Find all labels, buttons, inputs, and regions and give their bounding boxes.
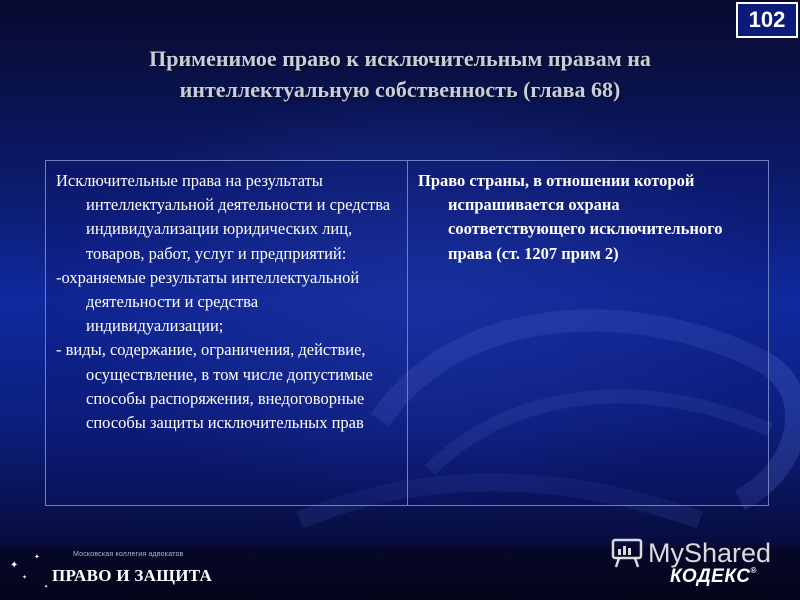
watermark-text: MyShared <box>648 537 772 568</box>
kodeks-text: КОДЕКС <box>670 566 751 587</box>
table-cell-right <box>408 161 768 505</box>
left-paragraph-3: - виды, содержание, ограничения, действие, осуществление, в том числе допустимые способы распоряжения, внедоговорные способы защиты исключительных прав <box>56 340 373 433</box>
registered-mark: ® <box>750 566 757 575</box>
right-paragraph: Право страны, в отношении которой испрашивается охрана соответствующего исключительного права (ст. 1207 прим 2) <box>418 171 723 263</box>
left-paragraph-1: Исключительные права на результаты интеллектуальной деятельности и средства индивидуализации юридических лиц, товаров, работ, услуг и предприятий: <box>56 171 391 263</box>
star-icon: ✦ <box>10 560 19 571</box>
title-line-1: Применимое право к исключительным правам на <box>149 46 651 71</box>
slide-number-badge: 102 <box>736 2 798 38</box>
firm-name: ПРАВО И ЗАЩИТА <box>52 566 213 585</box>
star-icon: ✦ <box>34 553 40 561</box>
kodeks-logo <box>670 566 757 588</box>
table-cell-left <box>46 161 408 505</box>
star-icon: ✦ <box>22 574 28 581</box>
slide-title <box>60 43 740 105</box>
left-paragraph-2: -охраняемые результаты интеллектуальной деятельности и средства индивидуализации; <box>56 267 360 336</box>
presentation-board-icon <box>610 536 644 570</box>
firm-subtitle: Московская коллегия адвокатов <box>73 551 184 558</box>
content-table <box>45 160 769 506</box>
title-line-2: интеллектуальную собственность (глава 68) <box>179 77 621 102</box>
star-icon: ✦ <box>44 584 49 590</box>
